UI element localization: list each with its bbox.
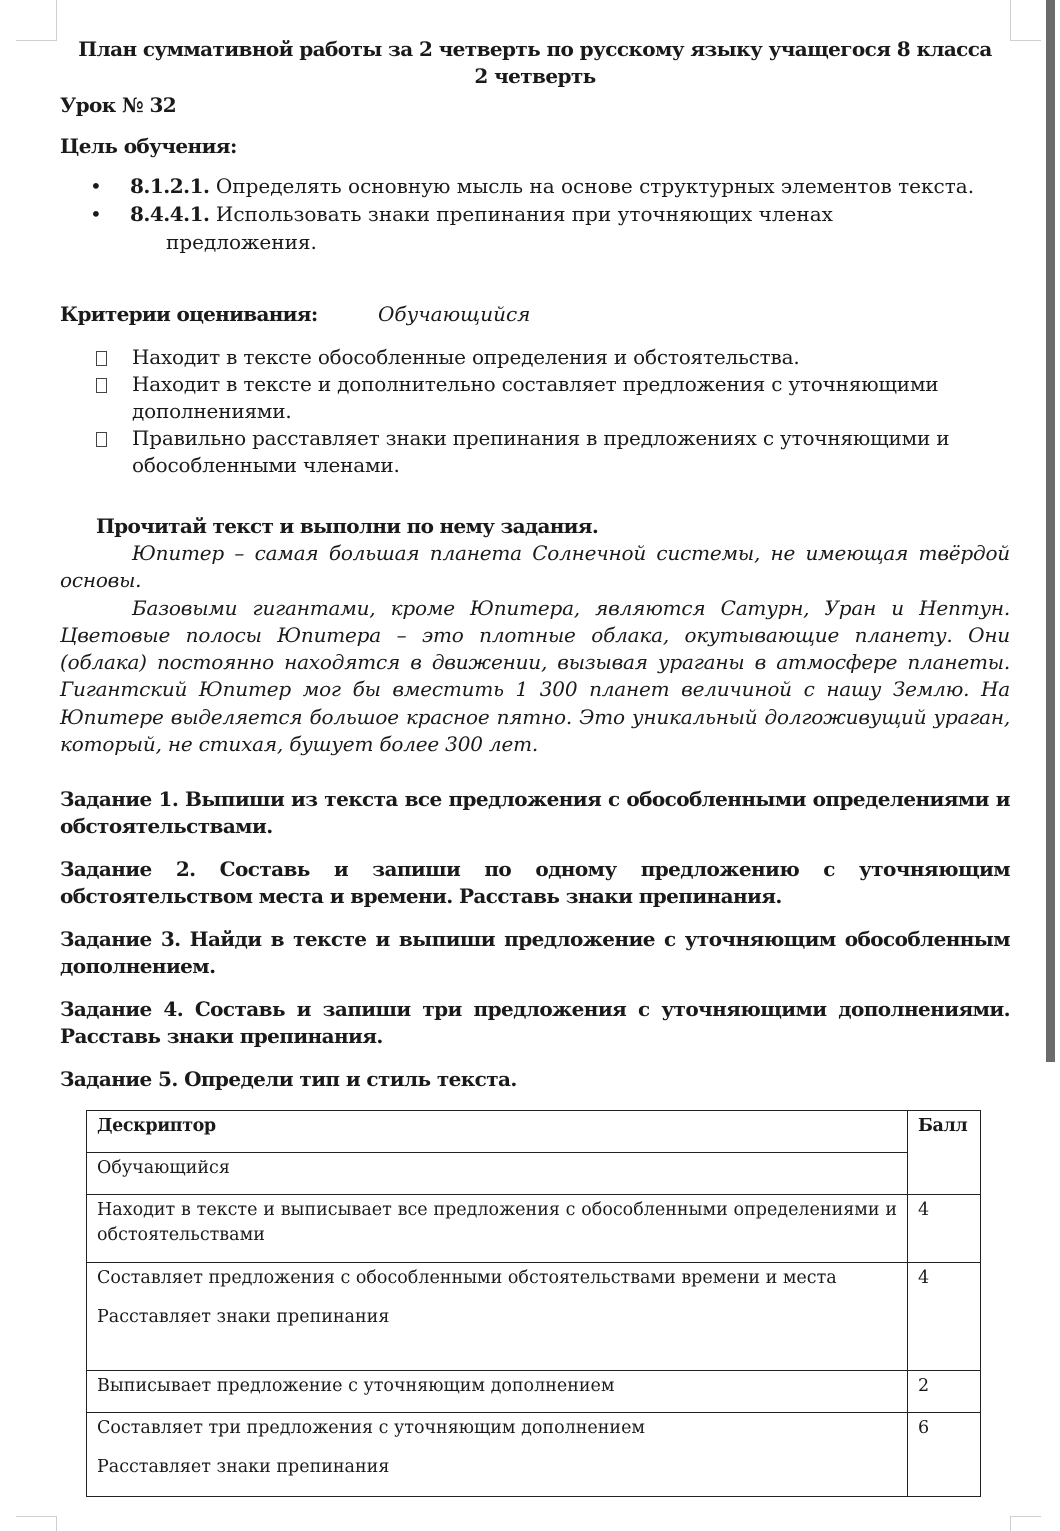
descriptor-cell — [87, 1413, 908, 1497]
score-cell: 2 — [908, 1371, 981, 1413]
descriptor-text: Расставляет знаки препинания — [97, 1307, 390, 1327]
criteria-list — [60, 344, 1010, 479]
bullet-icon: • — [90, 174, 102, 198]
criteria-item — [60, 371, 1010, 425]
descriptor-cell — [87, 1195, 908, 1263]
goal-item — [60, 200, 1010, 256]
reading-paragraph: Юпитер – самая большая планета Солнечной системы, не имеющая твёрдой основы. — [60, 541, 1010, 593]
score-cell: 6 — [908, 1413, 981, 1497]
title-line-2: 2 четверть — [474, 64, 596, 88]
document-title — [60, 36, 1010, 90]
column-header-score: Балл — [908, 1111, 981, 1195]
table-subject-cell: Обучающийся — [87, 1153, 908, 1195]
document-page — [60, 36, 1010, 1093]
score-cell: 4 — [908, 1263, 981, 1371]
criteria-text: Находит в тексте и дополнительно составляет предложения с уточняющими дополнениями. — [132, 372, 939, 423]
checkbox-icon — [96, 432, 107, 447]
descriptor-table — [86, 1110, 981, 1497]
goals-list — [60, 172, 1010, 256]
criteria-header — [60, 300, 1010, 328]
page-corner-mark — [16, 0, 57, 41]
goal-text: Использовать знаки препинания при уточняющих членах — [209, 202, 833, 226]
table-row — [87, 1263, 981, 1371]
table-row — [87, 1195, 981, 1263]
criteria-item — [60, 344, 1010, 371]
task-1: Задание 1. Выпиши из текста все предложения с обособленными определениями и обстоятельствами. — [60, 787, 1010, 839]
table-row — [87, 1153, 981, 1195]
criteria-text: Правильно расставляет знаки препинания в предложениях с уточняющими и обособленными членами. — [132, 426, 950, 477]
criteria-label: Критерии оценивания: — [60, 302, 318, 326]
task-4: Задание 4. Составь и запиши три предложения с уточняющими дополнениями. Расставь знаки препинания. — [60, 997, 1010, 1049]
goal-code: 8.4.4.1. — [130, 202, 210, 226]
descriptor-text: Находит в тексте и выписывает все предложения с обособленными определениями и обстоятельствами — [97, 1200, 897, 1245]
title-line-1: План суммативной работы за 2 четверть по русскому языку учащегося 8 класса — [78, 37, 992, 61]
reading-heading: Прочитай текст и выполни по нему задания. — [96, 514, 599, 538]
goal-text: Определять основную мысль на основе структурных элементов текста. — [209, 174, 975, 198]
reading-paragraph: Базовыми гигантами, кроме Юпитера, являются Сатурн, Уран и Нептун. Цветовые полосы Юпитера – это плотные облака, окутывающие планету. Они (облака) постоянно находятся в движении, вызывая ураганы в атмосфере планеты. Гигантский Юпитер мог бы вместить 1 300 планет величиной с нашу Землю. На Юпитере выделяется большое красное пятно. Это уникальный долгоживущий ураган, который, не стихая, бушует более 300 лет. — [60, 595, 1010, 757]
table-header-row — [87, 1111, 981, 1153]
criteria-subject: Обучающийся — [378, 302, 531, 326]
descriptor-text: Расставляет знаки препинания — [97, 1457, 390, 1477]
table-row — [87, 1371, 981, 1413]
lesson-number: Урок № 32 — [60, 93, 177, 117]
column-header-descriptor: Дескриптор — [87, 1111, 908, 1153]
goal-text-continuation: предложения. — [166, 230, 317, 254]
criteria-item — [60, 425, 1010, 479]
descriptor-text: Выписывает предложение с уточняющим дополнением — [97, 1376, 615, 1396]
reading-text — [60, 540, 1010, 758]
task-3: Задание 3. Найди в тексте и выпиши предложение с уточняющим обособленным дополнением. — [60, 927, 1010, 979]
descriptor-text: Составляет три предложения с уточняющим дополнением — [97, 1418, 646, 1438]
descriptor-cell — [87, 1371, 908, 1413]
task-2: Задание 2. Составь и запиши по одному предложению с уточняющим обстоятельством места и времени. Расставь знаки препинания. — [60, 857, 1010, 909]
criteria-text: Находит в тексте обособленные определения и обстоятельства. — [132, 345, 800, 369]
page-corner-mark — [1010, 0, 1041, 41]
bullet-icon: • — [90, 202, 102, 226]
descriptor-cell — [87, 1263, 908, 1371]
checkbox-icon — [96, 378, 107, 393]
descriptor-text: Составляет предложения с обособленными обстоятельствами времени и места — [97, 1268, 837, 1288]
checkbox-icon — [96, 351, 107, 366]
goal-code: 8.1.2.1. — [130, 174, 210, 198]
goal-item — [60, 172, 1010, 200]
task-5: Задание 5. Определи тип и стиль текста. — [60, 1067, 517, 1092]
score-cell: 4 — [908, 1195, 981, 1263]
vertical-scrollbar[interactable] — [1046, 0, 1055, 1062]
table-row — [87, 1413, 981, 1497]
goal-heading: Цель обучения: — [60, 134, 237, 158]
